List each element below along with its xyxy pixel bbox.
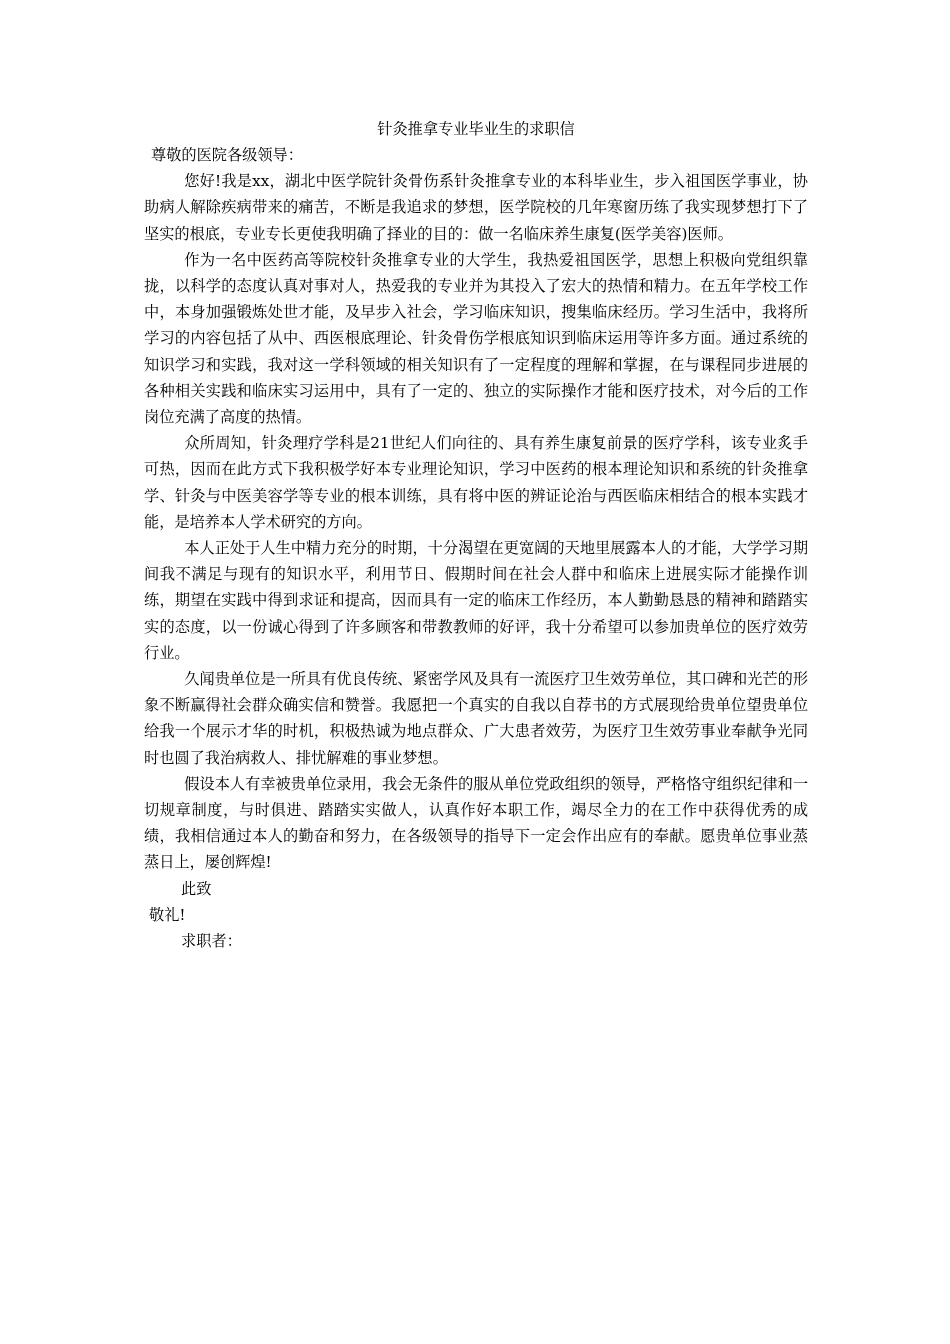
paragraph-1: 您好!我是xx，湖北中医学院针灸骨伤系针灸推拿专业的本科毕业生，步入祖国医学事业，协助病人解除疾病带来的痛苦，不断是我追求的梦想，医学院校的几年寒窗历练了我实现梦想打下了坚实的根底，专业专长更使我明确了择业的目的：做一名临床养生康复(医学美容)医师。 — [144, 172, 808, 243]
paragraph-3: 众所周知，针灸理疗学科是21世纪人们向往的、具有养生康复前景的医疗学科，该专业炙手可热，因而在此方式下我积极学好本专业理论知识，学习中医药的根本理论知识和系统的针灸推拿学、针灸与中医美容学等专业的根本训练，具有将中医的辨证论治与西医临床相结合的根本实践才能，是培养本人学术研究的方向。 — [144, 434, 808, 531]
paragraph-2: 作为一名中医药高等院校针灸推拿专业的大学生，我热爱祖国医学，思想上积极向党组织靠拢，以科学的态度认真对事对人，热爱我的专业并为其投入了宏大的热情和精力。在五年学校工作中，本身加强锻炼处世才能，及早步入社会，学习临床知识，搜集临床经历。学习生活中，我将所学习的内容包括了从中、西医根底理论、针灸骨伤学根底知识到临床运用等许多方面。通过系统的知识学习和实践，我对这一学科领域的相关知识有了一定程度的理解和掌握，在与课程同步进展的各种相关实践和临床实习运用中，具有了一定的、独立的实际操作才能和医疗技术，对今后的工作岗位充满了高度的热情。 — [144, 250, 808, 427]
closing-ci-zhi: 此致 — [181, 879, 212, 898]
paragraph-5: 久闻贵单位是一所具有优良传统、紧密学风及具有一流医疗卫生效劳单位，其口碑和光芒的形象不断赢得社会群众确实信和赞誉。我愿把一个真实的自我以自荐书的方式展现给贵单位望贵单位给我一个展示才华的时机，积极热诚为地点群众、广大患者效劳，为医疗卫生效劳事业奉献争光同时也圆了我治病救人、排忧解难的事业梦想。 — [144, 670, 808, 767]
signature-line: 求职者： — [181, 932, 242, 951]
paragraph-4: 本人正处于人生中精力充分的时期，十分渴望在更宽阔的天地里展露本人的才能，大学学习期间我不满足与现有的知识水平，利用节日、假期时间在社会人群中和临床上进展实际才能操作训练，期望在实践中得到求证和提高，因而具有一定的临床工作经历，本人勤勤恳恳的精神和踏踏实实的态度，以一份诚心得到了许多顾客和带教教师的好评，我十分希望可以参加贵单位的医疗效劳行业。 — [144, 539, 808, 662]
letter-page — [144, 118, 808, 954]
closing-jing-li: 敬礼! — [149, 905, 186, 924]
paragraph-6: 假设本人有幸被贵单位录用，我会无条件的服从单位党政组织的领导，严格恪守组织纪律和一切规章制度，与时俱进、踏踏实实做人，认真作好本职工作，竭尽全力的在工作中获得优秀的成绩，我相信通过本人的勤奋和努力，在各级领导的指导下一定会作出应有的奉献。愿贵单位事业蒸蒸日上，屡创辉煌! — [144, 774, 808, 872]
letter-salutation: 尊敬的医院各级领导： — [151, 146, 303, 164]
letter-title: 针灸推拿专业毕业生的求职信 — [377, 120, 575, 138]
